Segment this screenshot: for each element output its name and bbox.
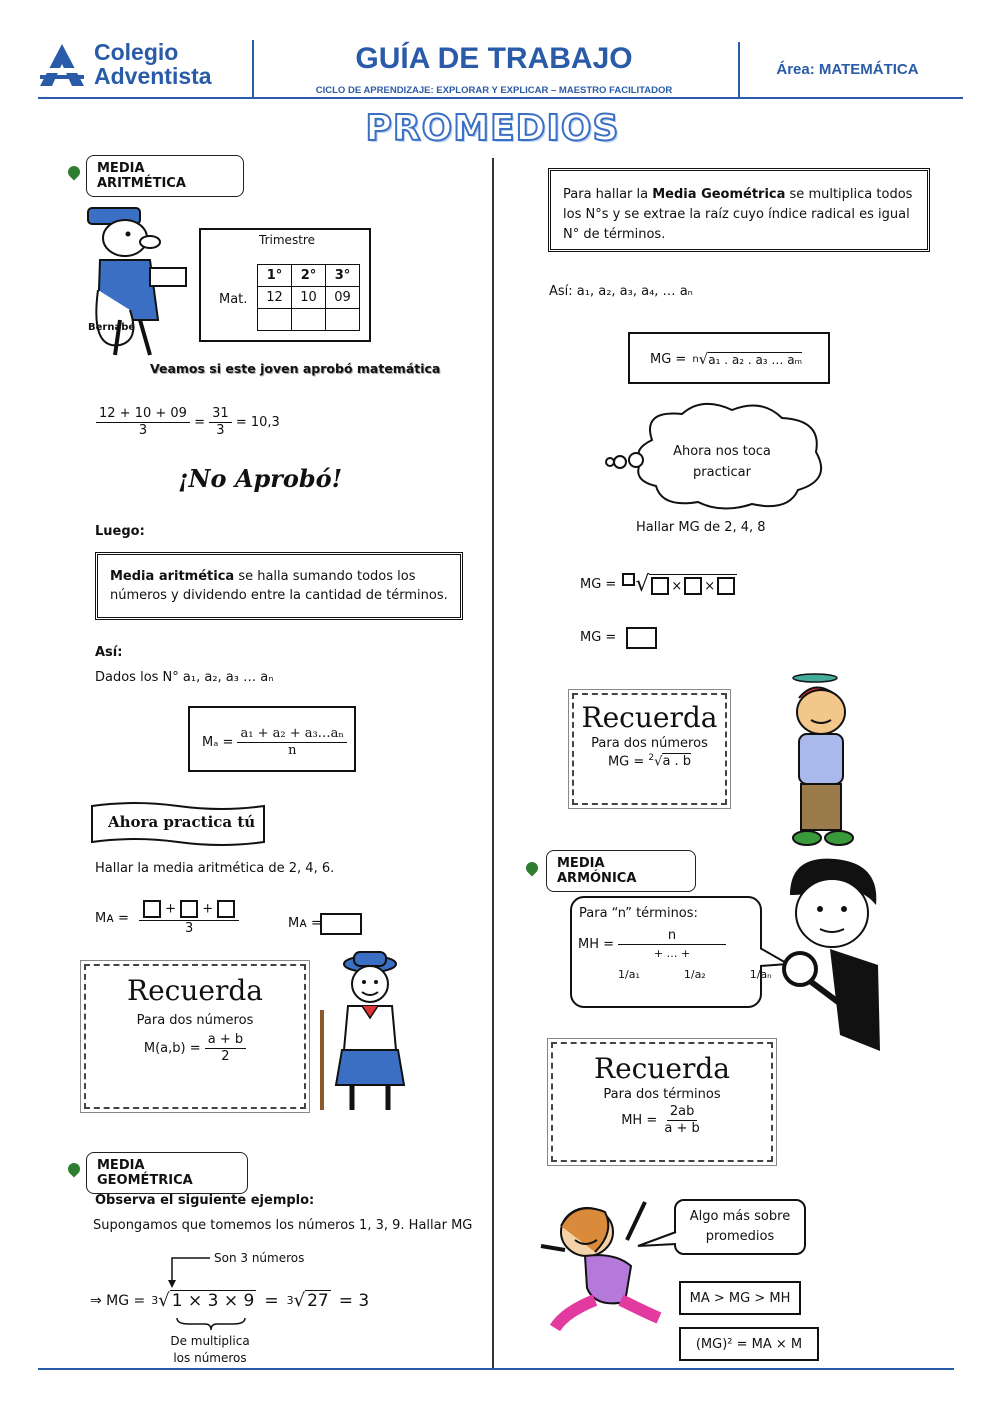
recuerda-formula-lhs: MG = [607, 754, 645, 770]
recuerda-denominator: 2 [221, 1049, 230, 1064]
answer-box[interactable] [717, 577, 735, 595]
recuerda-numerator: a + b [205, 1032, 246, 1049]
radical-icon: √ [654, 754, 663, 770]
luego-label: Luego: [95, 524, 145, 539]
bullet-icon [66, 164, 83, 181]
ma-answer-box[interactable] [320, 913, 362, 935]
formula-numerator: a₁ + a₂ + a₃…aₙ [237, 726, 347, 743]
recuerda-subtitle: Para dos números [591, 736, 708, 751]
practice-banner: Ahora practica tú [108, 813, 256, 831]
table-cell-empty [292, 309, 326, 331]
algo-mas-text: Algo más sobre promedios [689, 1209, 791, 1244]
logo-text-line1: Colegio [94, 39, 179, 65]
cloud-text: Ahora nos toca practicar [673, 444, 771, 480]
table-cell: 12 [258, 287, 292, 309]
table-cell-empty [326, 309, 360, 331]
recuerda-formula-index: 2 [648, 753, 655, 763]
ma-exercise: Mᴀ = $\frac{+ +}{3}$ [95, 900, 239, 937]
table-cell: 09 [326, 287, 360, 309]
calc-numerator: 12 + 10 + 09 [96, 406, 190, 423]
mg-answer-box[interactable] [626, 627, 657, 649]
observa-label: Observa el siguiente ejemplo: [95, 1193, 315, 1208]
header-underline [38, 97, 963, 99]
mg-exercise-1 [580, 572, 737, 597]
mg-def-pre: Para hallar la [563, 187, 653, 202]
recuerda-title: Recuerda [127, 974, 263, 1007]
character-name: Bernabé [88, 322, 136, 333]
ma-label-2: Mᴀ = [288, 916, 322, 931]
grades-table-title: Trimestre [259, 233, 315, 247]
root-index: 3 [151, 1294, 159, 1307]
mg-result: = 3 [338, 1290, 370, 1311]
recuerda-denominator: a + b [664, 1121, 700, 1136]
times-symbol: × [671, 578, 683, 594]
dados-text: Dados los N° a₁, a₂, a₃ … aₙ [95, 670, 274, 685]
son-3-numeros: Son 3 números [214, 1251, 305, 1265]
mg-example [90, 1290, 369, 1311]
footer-line [38, 1368, 954, 1370]
mh-lhs: MH = [578, 937, 615, 952]
calc-denominator-2: 3 [216, 423, 225, 438]
relation-box-1 [679, 1281, 801, 1315]
mg-equals: = [264, 1290, 279, 1311]
recuerda-title: Recuerda [594, 1052, 730, 1085]
mg-def-bold: Media Geométrica [652, 187, 786, 202]
table-header: 3° [326, 265, 360, 287]
mg-formula-index: n [692, 353, 699, 365]
formula-lhs: Mₐ = [202, 735, 234, 750]
para-n-terminos: Para “n” términos: [579, 906, 698, 921]
page-title: PROMEDIOS [365, 108, 620, 149]
mg-example-lhs: ⇒ MG = [90, 1292, 146, 1309]
harmonic-speech-bubble [570, 896, 772, 1008]
logo-text-line2: Adventista [94, 63, 212, 89]
header-title: GUÍA DE TRABAJO [355, 42, 633, 75]
practice-prompt: Hallar la media aritmética de 2, 4, 6. [95, 861, 335, 876]
definition-bold: Media aritmética [110, 569, 235, 584]
bubble-tail [636, 1230, 678, 1252]
recuerda-formula-radicand: a . b [662, 754, 692, 770]
grades-table-box [199, 228, 371, 342]
table-header: 2° [292, 265, 326, 287]
mg-label-2: MG = [580, 630, 617, 645]
caption: Veamos si este joven aprobó matemática [150, 361, 441, 376]
mh-numerator: n [618, 928, 726, 945]
underbrace-icon [175, 1316, 247, 1332]
supongamos-text: Supongamos que tomemos los números 1, 3, 9. Hallar MG [93, 1218, 473, 1233]
table-cell: 10 [292, 287, 326, 309]
geometric-definition-box [548, 168, 930, 252]
radical-icon: √ [293, 1290, 306, 1311]
relation-1: MA > MG > MH [689, 1291, 791, 1306]
answer-box[interactable] [143, 900, 161, 918]
mh-den-terms [618, 968, 772, 981]
mh-formula [578, 928, 726, 961]
media-aritmetica-label: MEDIA ARITMÉTICA [86, 155, 244, 197]
algo-mas-bubble [674, 1199, 806, 1255]
mg-def-post: se multiplica todos los N°s y se extrae la raíz cuyo índice radical es igual N° de términos. [563, 187, 913, 242]
mh-denominator: + … + [653, 947, 691, 960]
mg-label-1: MG = [580, 577, 617, 592]
mg-radicand-2: 27 [307, 1291, 329, 1311]
radical-icon: √ [635, 572, 650, 597]
grades-table [257, 264, 360, 331]
scout-girl-illustration [312, 950, 422, 1115]
asi-sequence: Así: a₁, a₂, a₃, a₄, … aₙ [549, 284, 693, 299]
relation-2: (MG)² = MA × M [695, 1337, 803, 1352]
answer-box[interactable] [217, 900, 235, 918]
grades-row-label: Mat. [219, 292, 248, 307]
ma-denominator: 3 [184, 921, 194, 936]
answer-box-index[interactable] [622, 573, 635, 586]
arrow-indicator [164, 1252, 214, 1292]
calc-result: = 10,3 [235, 415, 280, 430]
recuerda-subtitle: Para dos términos [603, 1087, 721, 1102]
detective-boy-illustration [780, 855, 885, 1055]
propeller-boy-illustration [785, 668, 865, 850]
mh-den-term: 1/a₁ [618, 968, 640, 981]
header-area: Área: MATEMÁTICA [776, 61, 919, 78]
bullet-icon [66, 1161, 83, 1178]
recuerda-box-geometric [572, 693, 727, 805]
media-geometrica-label: MEDIA GEOMÉTRICA [86, 1152, 248, 1194]
asi-label: Así: [95, 645, 123, 660]
relation-box-2 [679, 1327, 819, 1361]
media-armonica-label: MEDIA ARMÓNICA [546, 850, 696, 892]
jumping-girl-illustration [535, 1192, 667, 1334]
ma-label: Mᴀ = [95, 911, 129, 926]
radical-icon: √ [698, 350, 709, 368]
mailman-illustration [80, 200, 200, 360]
formula-denominator: n [288, 743, 297, 758]
de-multiplica-text: De multiplica los números [170, 1334, 250, 1365]
bullet-icon [524, 860, 541, 877]
arithmetic-definition-box [95, 552, 463, 620]
recuerda-box-arithmetic [84, 964, 306, 1109]
definition-text: se halla sumando todos los números y dividendo entre la cantidad de términos. [110, 569, 448, 603]
header-subtitle: CICLO DE APRENDIZAJE: EXPLORAR Y EXPLICAR – MAESTRO FACILITADOR [315, 85, 673, 96]
answer-box[interactable] [684, 577, 702, 595]
recuerda-lhs: MH = [621, 1113, 658, 1128]
mh-den-term: 1/a₂ [683, 968, 706, 981]
logo-emblem-icon [38, 42, 86, 90]
answer-box[interactable] [651, 577, 669, 595]
table-header: 1° [258, 265, 292, 287]
times-symbol: × [704, 578, 716, 594]
radical-icon: √ [158, 1290, 170, 1311]
arithmetic-formula-box [188, 706, 356, 772]
calc-numerator-2: 31 [209, 406, 232, 423]
mg-formula-lhs: MG = [650, 351, 687, 367]
recuerda-title: Recuerda [581, 701, 718, 734]
answer-box[interactable] [180, 900, 198, 918]
school-logo [38, 40, 248, 92]
calc-denominator: 3 [138, 423, 148, 438]
recuerda-subtitle: Para dos números [136, 1013, 254, 1028]
table-cell-empty [258, 309, 292, 331]
geometric-formula-box [628, 332, 830, 384]
mg-formula-radicand: a₁ . a₂ . a₃ … aₘ [708, 352, 803, 367]
root-index-2: 3 [286, 1294, 294, 1307]
mh-den-term: 1/aₙ [749, 968, 772, 981]
column-divider [492, 158, 494, 1370]
recuerda-numerator: 2ab [667, 1104, 698, 1121]
recuerda-box-harmonic [551, 1042, 773, 1162]
average-calculation: $\frac{12 + 10 + 09}{3}$ = $\frac{31}{3}$ = 10,3 [96, 406, 280, 439]
recuerda-lhs: M(a,b) = [143, 1041, 201, 1056]
no-aprobo: ¡No Aprobó! [178, 464, 343, 493]
mg-radicand: 1 × 3 × 9 [171, 1291, 255, 1311]
hallar-mg-text: Hallar MG de 2, 4, 8 [636, 520, 766, 535]
